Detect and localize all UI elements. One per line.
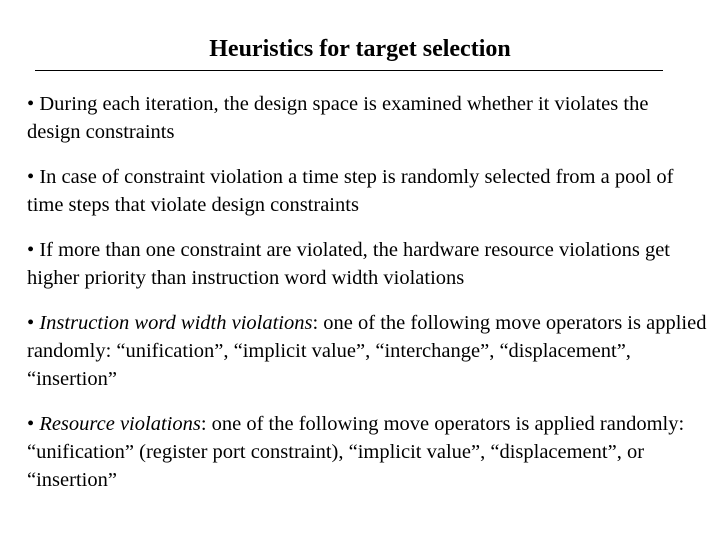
bullet-item xyxy=(27,236,707,292)
bullet-text: : one of the following move operators is applied randomly: “unification”, “implicit value”, “interchange”, “displacement”, “insertion” xyxy=(27,312,707,390)
bullet-item xyxy=(27,163,707,219)
bullet-marker: • xyxy=(27,93,35,115)
bullet-list xyxy=(27,90,707,511)
bullet-text: If more than one constraint are violated, the hardware resource violations get higher priority than instruction word width violations xyxy=(27,239,671,289)
bullet-marker: • xyxy=(27,413,35,435)
bullet-text: : one of the following move operators is applied randomly: “unification” (register port constraint), “implicit value”, “displacement”, or “insertion” xyxy=(27,413,685,491)
bullet-marker: • xyxy=(27,312,35,334)
bullet-item xyxy=(27,410,707,494)
title-divider xyxy=(35,70,663,71)
bullet-text: In case of constraint violation a time step is randomly selected from a pool of time steps that violate design constraints xyxy=(27,166,674,216)
slide-title: Heuristics for target selection xyxy=(209,36,511,62)
bullet-lead-term: Instruction word width violations xyxy=(39,312,313,334)
bullet-item xyxy=(27,90,707,146)
bullet-marker: • xyxy=(27,239,35,261)
bullet-text: During each iteration, the design space is examined whether it violates the design constraints xyxy=(27,93,649,143)
bullet-marker: • xyxy=(27,166,35,188)
bullet-item xyxy=(27,309,707,393)
bullet-lead-term: Resource violations xyxy=(39,413,201,435)
